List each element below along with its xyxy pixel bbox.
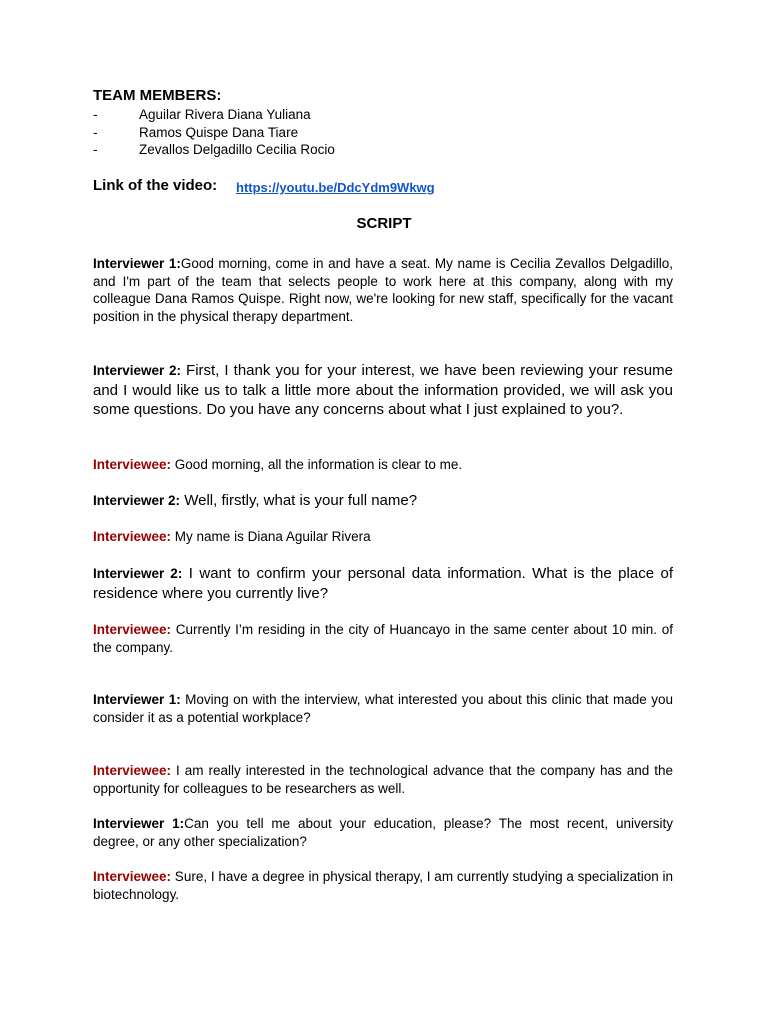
speaker-label-interviewee: Interviewee: xyxy=(93,622,172,637)
script-line xyxy=(93,361,673,420)
bullet-dash: - xyxy=(93,107,98,122)
script-line xyxy=(93,691,673,726)
script-line xyxy=(93,564,673,603)
line-text: First, I thank you for your interest, we have been reviewing your resume and I would like us to talk a little more about the information provided, we will ask you some questions. Do you have any concerns about what I just explained to you?. xyxy=(93,362,673,418)
script-line xyxy=(93,491,673,511)
video-link[interactable]: https://youtu.be/DdcYdm9Wkwg xyxy=(236,180,435,195)
line-text: Sure, I have a degree in physical therapy, I am currently studying a specialization in biotechnology. xyxy=(93,869,673,902)
speaker-label-interviewee: Interviewee: xyxy=(93,869,172,884)
speaker-label-interviewer: Interviewer 1: xyxy=(93,816,185,831)
line-text: My name is Diana Aguilar Rivera xyxy=(171,529,371,544)
line-text: Can you tell me about your education, please? The most recent, university degree, or any other specialization? xyxy=(93,816,673,849)
line-text: Good morning, all the information is clear to me. xyxy=(171,457,463,472)
speaker-label-interviewer: Interviewer 1: xyxy=(93,256,181,271)
script-line xyxy=(93,621,673,656)
bullet-dash: - xyxy=(93,125,98,140)
line-text: I want to confirm your personal data information. What is the place of residence where you currently live? xyxy=(93,565,674,602)
script-line xyxy=(93,762,673,797)
speaker-label-interviewer: Interviewer 2: xyxy=(93,363,181,378)
team-member-name: Aguilar Rivera Diana Yuliana xyxy=(139,107,311,122)
script-line xyxy=(93,456,673,474)
script-line xyxy=(93,868,673,903)
team-member-name: Zevallos Delgadillo Cecilia Rocio xyxy=(139,142,335,157)
line-text: Well, firstly, what is your full name? xyxy=(180,492,418,509)
team-members-heading: TEAM MEMBERS: xyxy=(93,87,222,104)
speaker-label-interviewer: Interviewer 1: xyxy=(93,692,181,707)
script-line xyxy=(93,815,673,850)
speaker-label-interviewer: Interviewer 2: xyxy=(93,566,183,581)
team-member-item xyxy=(93,141,335,158)
bullet-dash: - xyxy=(93,142,98,157)
speaker-label-interviewee: Interviewee: xyxy=(93,529,172,544)
video-link-label: Link of the video: xyxy=(93,177,218,194)
line-text: I am really interested in the technological advance that the company has and the opportunity for colleagues to be researchers as well. xyxy=(93,763,673,796)
line-text: Good morning, come in and have a seat. My name is Cecilia Zevallos Delgadillo, and I'm part of the team that selects people to work here at this company, along with my colleague Dana Ramos Quispe. Right now, we're looking for new staff, specifically for the vacant position in the physical therapy department. xyxy=(93,256,673,324)
script-heading: SCRIPT xyxy=(356,215,412,232)
team-member-name: Ramos Quispe Dana Tiare xyxy=(139,125,299,140)
script-line xyxy=(93,255,673,325)
team-member-item xyxy=(93,106,311,123)
speaker-label-interviewee: Interviewee: xyxy=(93,457,172,472)
speaker-label-interviewee: Interviewee: xyxy=(93,763,172,778)
script-line xyxy=(93,528,673,546)
team-member-item xyxy=(93,124,298,141)
line-text: Currently I’m residing in the city of Huancayo in the same center about 10 min. of the company. xyxy=(93,622,673,655)
speaker-label-interviewer: Interviewer 2: xyxy=(93,493,181,508)
line-text: Moving on with the interview, what interested you about this clinic that made you consider it as a potential workplace? xyxy=(93,692,673,725)
video-link-row xyxy=(93,177,435,195)
